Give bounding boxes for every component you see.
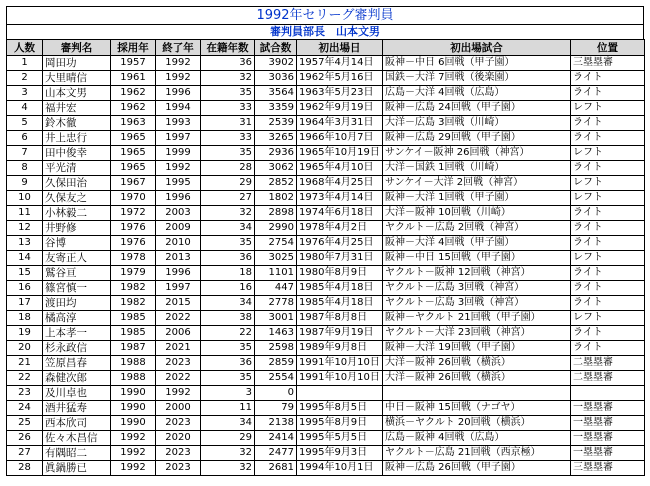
games-count-cell: 79: [255, 401, 297, 416]
position-cell: ライト: [571, 266, 645, 281]
position-cell: ライト: [571, 296, 645, 311]
table-row: [7, 281, 645, 296]
debut-game-cell: 広島－阪神 4回戦（広島）: [383, 431, 571, 446]
hire-year-cell: 1985: [111, 326, 156, 341]
umpire-name-cell: 眞鍋勝已: [43, 461, 111, 476]
debut-game-cell: ヤクルト－広島 3回戦（神宮）: [383, 296, 571, 311]
years-served-cell: 33: [201, 101, 255, 116]
umpire-roster-sheet: [6, 6, 644, 476]
position-cell: ライト: [571, 131, 645, 146]
end-year-cell: 2023: [156, 446, 201, 461]
hire-year-cell: 1965: [111, 146, 156, 161]
row-number-cell: 15: [7, 266, 43, 281]
games-count-cell: 2138: [255, 416, 297, 431]
games-count-cell: 3902: [255, 56, 297, 71]
position-cell: レフト: [571, 146, 645, 161]
table-row: [7, 356, 645, 371]
row-number-cell: 3: [7, 86, 43, 101]
years-served-cell: 27: [201, 191, 255, 206]
umpire-name-cell: 上本孝一: [43, 326, 111, 341]
row-number-cell: 11: [7, 206, 43, 221]
games-count-cell: 3001: [255, 311, 297, 326]
position-cell: レフト: [571, 311, 645, 326]
umpire-name-cell: 井上忠行: [43, 131, 111, 146]
hire-year-cell: 1965: [111, 161, 156, 176]
row-number-cell: 4: [7, 101, 43, 116]
years-served-cell: 3: [201, 386, 255, 401]
umpire-name-cell: 渡田均: [43, 296, 111, 311]
debut-date-cell: 1989年9月8日: [297, 341, 383, 356]
debut-date-cell: 1991年10月10日: [297, 371, 383, 386]
debut-date-cell: 1963年5月23日: [297, 86, 383, 101]
end-year-cell: 2023: [156, 416, 201, 431]
debut-game-cell: 大洋－広島 3回戦（川崎）: [383, 116, 571, 131]
years-served-cell: 38: [201, 311, 255, 326]
end-year-cell: 2023: [156, 356, 201, 371]
debut-date-cell: 1995年8月5日: [297, 401, 383, 416]
row-number-cell: 26: [7, 431, 43, 446]
umpire-name-cell: 佐々木昌信: [43, 431, 111, 446]
debut-game-cell: 阪神－大洋 19回戦（甲子園）: [383, 341, 571, 356]
games-count-cell: 2754: [255, 236, 297, 251]
games-count-cell: 3265: [255, 131, 297, 146]
page-title: 1992年セリーグ審判員: [6, 6, 644, 24]
debut-game-cell: 大洋－阪神 26回戦（横浜）: [383, 371, 571, 386]
umpire-name-cell: 平光清: [43, 161, 111, 176]
row-number-cell: 20: [7, 341, 43, 356]
debut-date-cell: 1973年4月14日: [297, 191, 383, 206]
debut-game-cell: サンケイ－阪神 26回戦（神宮）: [383, 146, 571, 161]
column-header: 人数: [7, 40, 43, 56]
games-count-cell: 3359: [255, 101, 297, 116]
debut-game-cell: 横浜－ヤクルト 20回戦（横浜）: [383, 416, 571, 431]
table-row: [7, 86, 645, 101]
years-served-cell: 11: [201, 401, 255, 416]
debut-date-cell: 1995年9月3日: [297, 446, 383, 461]
umpire-name-cell: 森健次郎: [43, 371, 111, 386]
debut-date-cell: 1978年4月2日: [297, 221, 383, 236]
umpire-name-cell: 友寄正人: [43, 251, 111, 266]
years-served-cell: 22: [201, 326, 255, 341]
table-row: [7, 116, 645, 131]
years-served-cell: 35: [201, 371, 255, 386]
debut-date-cell: 1991年10月10日: [297, 356, 383, 371]
end-year-cell: 2023: [156, 461, 201, 476]
row-number-cell: 7: [7, 146, 43, 161]
years-served-cell: 35: [201, 86, 255, 101]
hire-year-cell: 1963: [111, 116, 156, 131]
games-count-cell: 2539: [255, 116, 297, 131]
end-year-cell: 2006: [156, 326, 201, 341]
debut-date-cell: 1966年10月7日: [297, 131, 383, 146]
games-count-cell: 2898: [255, 206, 297, 221]
debut-game-cell: 阪神－広島 29回戦（甲子園）: [383, 131, 571, 146]
years-served-cell: 32: [201, 71, 255, 86]
table-row: [7, 296, 645, 311]
position-cell: ライト: [571, 221, 645, 236]
years-served-cell: 33: [201, 131, 255, 146]
end-year-cell: 2010: [156, 236, 201, 251]
table-row: [7, 131, 645, 146]
table-row: [7, 266, 645, 281]
position-cell: レフト: [571, 101, 645, 116]
position-cell: 一塁塁審: [571, 431, 645, 446]
umpire-name-cell: 鈴木徹: [43, 116, 111, 131]
position-cell: ライト: [571, 341, 645, 356]
end-year-cell: 2022: [156, 371, 201, 386]
hire-year-cell: 1988: [111, 356, 156, 371]
table-row: [7, 206, 645, 221]
umpire-name-cell: 小林毅二: [43, 206, 111, 221]
hire-year-cell: 1982: [111, 281, 156, 296]
debut-game-cell: 阪神－大洋 1回戦（甲子園）: [383, 191, 571, 206]
years-served-cell: 32: [201, 461, 255, 476]
end-year-cell: 2020: [156, 431, 201, 446]
years-served-cell: 35: [201, 236, 255, 251]
end-year-cell: 1999: [156, 146, 201, 161]
umpire-name-cell: 山本文男: [43, 86, 111, 101]
table-row: [7, 101, 645, 116]
hire-year-cell: 1979: [111, 266, 156, 281]
row-number-cell: 13: [7, 236, 43, 251]
row-number-cell: 28: [7, 461, 43, 476]
position-cell: ライト: [571, 71, 645, 86]
end-year-cell: 1996: [156, 191, 201, 206]
row-number-cell: 24: [7, 401, 43, 416]
games-count-cell: 2477: [255, 446, 297, 461]
position-cell: 二塁塁審: [571, 356, 645, 371]
hire-year-cell: 1992: [111, 431, 156, 446]
debut-game-cell: 阪神－中日 6回戦（甲子園）: [383, 56, 571, 71]
umpire-name-cell: 酒井猛寿: [43, 401, 111, 416]
end-year-cell: 2003: [156, 206, 201, 221]
hire-year-cell: 1976: [111, 221, 156, 236]
end-year-cell: 1992: [156, 161, 201, 176]
games-count-cell: 2936: [255, 146, 297, 161]
games-count-cell: 2598: [255, 341, 297, 356]
debut-date-cell: 1962年9月19日: [297, 101, 383, 116]
debut-date-cell: 1974年6月18日: [297, 206, 383, 221]
years-served-cell: 18: [201, 266, 255, 281]
end-year-cell: 1992: [156, 71, 201, 86]
column-header: 終了年: [156, 40, 201, 56]
row-number-cell: 2: [7, 71, 43, 86]
debut-date-cell: 1994年10月1日: [297, 461, 383, 476]
row-number-cell: 17: [7, 296, 43, 311]
umpire-name-cell: 杉永政信: [43, 341, 111, 356]
umpire-name-cell: 鷲谷亘: [43, 266, 111, 281]
debut-date-cell: 1995年5月5日: [297, 431, 383, 446]
end-year-cell: 2000: [156, 401, 201, 416]
debut-game-cell: 中日－阪神 15回戦（ナゴヤ）: [383, 401, 571, 416]
debut-game-cell: ヤクルト－広島 2回戦（神宮）: [383, 221, 571, 236]
debut-date-cell: 1968年4月25日: [297, 176, 383, 191]
column-header: 位置: [571, 40, 645, 56]
debut-date-cell: 1964年3月31日: [297, 116, 383, 131]
table-row: [7, 326, 645, 341]
umpire-name-cell: 西本欣司: [43, 416, 111, 431]
hire-year-cell: 1988: [111, 371, 156, 386]
hire-year-cell: 1957: [111, 56, 156, 71]
games-count-cell: 2990: [255, 221, 297, 236]
end-year-cell: 1996: [156, 86, 201, 101]
table-row: [7, 71, 645, 86]
table-row: [7, 461, 645, 476]
hire-year-cell: 1970: [111, 191, 156, 206]
end-year-cell: 2022: [156, 311, 201, 326]
umpire-table: [6, 39, 645, 476]
debut-game-cell: ヤクルト－阪神 12回戦（神宮）: [383, 266, 571, 281]
umpire-name-cell: 久保友之: [43, 191, 111, 206]
years-served-cell: 29: [201, 176, 255, 191]
umpire-name-cell: 田中俊幸: [43, 146, 111, 161]
row-number-cell: 22: [7, 371, 43, 386]
games-count-cell: 2414: [255, 431, 297, 446]
debut-game-cell: 阪神－大洋 4回戦（甲子園）: [383, 236, 571, 251]
debut-date-cell: 1987年8月8日: [297, 311, 383, 326]
position-cell: レフト: [571, 176, 645, 191]
games-count-cell: 3062: [255, 161, 297, 176]
table-row: [7, 161, 645, 176]
column-header: 初出場試合: [383, 40, 571, 56]
umpire-name-cell: 谷博: [43, 236, 111, 251]
row-number-cell: 6: [7, 131, 43, 146]
umpire-name-cell: 大里晴信: [43, 71, 111, 86]
games-count-cell: 0: [255, 386, 297, 401]
position-cell: レフト: [571, 251, 645, 266]
debut-game-cell: ヤクルト－広島 21回戦（西京極）: [383, 446, 571, 461]
years-served-cell: 31: [201, 116, 255, 131]
column-header: 在籍年数: [201, 40, 255, 56]
position-cell: 一塁塁審: [571, 401, 645, 416]
position-cell: ライト: [571, 281, 645, 296]
row-number-cell: 19: [7, 326, 43, 341]
years-served-cell: 34: [201, 221, 255, 236]
games-count-cell: 3025: [255, 251, 297, 266]
debut-game-cell: ヤクルト－広島 3回戦（神宮）: [383, 281, 571, 296]
row-number-cell: 23: [7, 386, 43, 401]
years-served-cell: 36: [201, 251, 255, 266]
umpire-name-cell: 福井宏: [43, 101, 111, 116]
position-cell: 二塁塁審: [571, 371, 645, 386]
position-cell: ライト: [571, 86, 645, 101]
hire-year-cell: 1976: [111, 236, 156, 251]
row-number-cell: 14: [7, 251, 43, 266]
position-cell: [571, 386, 645, 401]
debut-date-cell: 1957年4月14日: [297, 56, 383, 71]
debut-game-cell: 阪神－広島 26回戦（甲子園）: [383, 461, 571, 476]
umpire-name-cell: 岡田功: [43, 56, 111, 71]
years-served-cell: 36: [201, 56, 255, 71]
end-year-cell: 1997: [156, 131, 201, 146]
table-row: [7, 416, 645, 431]
debut-game-cell: 広島－大洋 4回戦（広島）: [383, 86, 571, 101]
table-row: [7, 431, 645, 446]
end-year-cell: 2009: [156, 221, 201, 236]
umpire-name-cell: 橘高淳: [43, 311, 111, 326]
years-served-cell: 34: [201, 296, 255, 311]
umpire-name-cell: 久保田治: [43, 176, 111, 191]
debut-game-cell: 大洋－阪神 26回戦（横浜）: [383, 356, 571, 371]
debut-date-cell: 1962年5月16日: [297, 71, 383, 86]
row-number-cell: 10: [7, 191, 43, 206]
end-year-cell: 1997: [156, 281, 201, 296]
years-served-cell: 32: [201, 446, 255, 461]
end-year-cell: 1995: [156, 176, 201, 191]
position-cell: 三塁塁審: [571, 56, 645, 71]
years-served-cell: 34: [201, 416, 255, 431]
row-number-cell: 25: [7, 416, 43, 431]
years-served-cell: 16: [201, 281, 255, 296]
hire-year-cell: 1962: [111, 86, 156, 101]
games-count-cell: 2852: [255, 176, 297, 191]
debut-date-cell: 1985年4月18日: [297, 281, 383, 296]
years-served-cell: 29: [201, 431, 255, 446]
debut-game-cell: 阪神－ヤクルト 21回戦（甲子園）: [383, 311, 571, 326]
row-number-cell: 27: [7, 446, 43, 461]
games-count-cell: 2554: [255, 371, 297, 386]
end-year-cell: 1992: [156, 56, 201, 71]
hire-year-cell: 1985: [111, 311, 156, 326]
debut-date-cell: [297, 386, 383, 401]
games-count-cell: 1101: [255, 266, 297, 281]
hire-year-cell: 1987: [111, 341, 156, 356]
row-number-cell: 21: [7, 356, 43, 371]
games-count-cell: 1463: [255, 326, 297, 341]
row-number-cell: 16: [7, 281, 43, 296]
debut-date-cell: 1987年9月19日: [297, 326, 383, 341]
debut-game-cell: 大洋－国鉄 1回戦（川崎）: [383, 161, 571, 176]
hire-year-cell: 1990: [111, 401, 156, 416]
games-count-cell: 2859: [255, 356, 297, 371]
end-year-cell: 1996: [156, 266, 201, 281]
position-cell: 三塁塁審: [571, 461, 645, 476]
games-count-cell: 1802: [255, 191, 297, 206]
hire-year-cell: 1972: [111, 206, 156, 221]
table-row: [7, 311, 645, 326]
end-year-cell: 1992: [156, 386, 201, 401]
debut-game-cell: [383, 386, 571, 401]
hire-year-cell: 1990: [111, 386, 156, 401]
end-year-cell: 2013: [156, 251, 201, 266]
debut-game-cell: 阪神－広島 24回戦（甲子園）: [383, 101, 571, 116]
years-served-cell: 35: [201, 146, 255, 161]
position-cell: 一塁塁審: [571, 446, 645, 461]
debut-date-cell: 1995年8月9日: [297, 416, 383, 431]
hire-year-cell: 1967: [111, 176, 156, 191]
umpire-name-cell: 井野修: [43, 221, 111, 236]
position-cell: ライト: [571, 116, 645, 131]
debut-game-cell: ヤクルト－大洋 23回戦（神宮）: [383, 326, 571, 341]
years-served-cell: 32: [201, 206, 255, 221]
table-row: [7, 56, 645, 71]
table-row: [7, 371, 645, 386]
end-year-cell: 2021: [156, 341, 201, 356]
table-row: [7, 221, 645, 236]
years-served-cell: 35: [201, 341, 255, 356]
umpire-name-cell: 笠原昌春: [43, 356, 111, 371]
position-cell: ライト: [571, 206, 645, 221]
row-number-cell: 1: [7, 56, 43, 71]
table-row: [7, 191, 645, 206]
end-year-cell: 2015: [156, 296, 201, 311]
hire-year-cell: 1992: [111, 446, 156, 461]
games-count-cell: 2681: [255, 461, 297, 476]
hire-year-cell: 1965: [111, 131, 156, 146]
umpire-name-cell: 篠宮慎一: [43, 281, 111, 296]
table-row: [7, 251, 645, 266]
table-row: [7, 446, 645, 461]
games-count-cell: 2778: [255, 296, 297, 311]
games-count-cell: 3036: [255, 71, 297, 86]
hire-year-cell: 1961: [111, 71, 156, 86]
column-header: 採用年: [111, 40, 156, 56]
row-number-cell: 9: [7, 176, 43, 191]
debut-game-cell: 大洋－阪神 10回戦（川崎）: [383, 206, 571, 221]
hire-year-cell: 1978: [111, 251, 156, 266]
row-number-cell: 8: [7, 161, 43, 176]
hire-year-cell: 1990: [111, 416, 156, 431]
hire-year-cell: 1962: [111, 101, 156, 116]
games-count-cell: 3564: [255, 86, 297, 101]
debut-date-cell: 1980年7月31日: [297, 251, 383, 266]
debut-date-cell: 1976年4月25日: [297, 236, 383, 251]
years-served-cell: 36: [201, 356, 255, 371]
games-count-cell: 447: [255, 281, 297, 296]
table-row: [7, 341, 645, 356]
column-header: 審判名: [43, 40, 111, 56]
years-served-cell: 28: [201, 161, 255, 176]
row-number-cell: 5: [7, 116, 43, 131]
table-row: [7, 146, 645, 161]
position-cell: 一塁塁審: [571, 416, 645, 431]
end-year-cell: 1993: [156, 116, 201, 131]
position-cell: ライト: [571, 161, 645, 176]
table-header-row: [7, 40, 645, 56]
column-header: 試合数: [255, 40, 297, 56]
page-subtitle: 審判員部長 山本文男: [6, 24, 644, 39]
debut-game-cell: 阪神－中日 15回戦（甲子園）: [383, 251, 571, 266]
row-number-cell: 12: [7, 221, 43, 236]
table-row: [7, 401, 645, 416]
debut-date-cell: 1985年4月18日: [297, 296, 383, 311]
debut-date-cell: 1965年4月10日: [297, 161, 383, 176]
debut-date-cell: 1980年8月9日: [297, 266, 383, 281]
row-number-cell: 18: [7, 311, 43, 326]
debut-game-cell: 国鉄－大洋 7回戦（後楽園）: [383, 71, 571, 86]
umpire-name-cell: 有隅昭二: [43, 446, 111, 461]
table-row: [7, 236, 645, 251]
position-cell: ライト: [571, 236, 645, 251]
umpire-name-cell: 及川卓也: [43, 386, 111, 401]
hire-year-cell: 1982: [111, 296, 156, 311]
table-row: [7, 176, 645, 191]
position-cell: レフト: [571, 191, 645, 206]
debut-date-cell: 1965年10月19日: [297, 146, 383, 161]
position-cell: ライト: [571, 326, 645, 341]
table-row: [7, 386, 645, 401]
debut-game-cell: サンケイ－大洋 2回戦（神宮）: [383, 176, 571, 191]
hire-year-cell: 1992: [111, 461, 156, 476]
column-header: 初出場日: [297, 40, 383, 56]
end-year-cell: 1994: [156, 101, 201, 116]
